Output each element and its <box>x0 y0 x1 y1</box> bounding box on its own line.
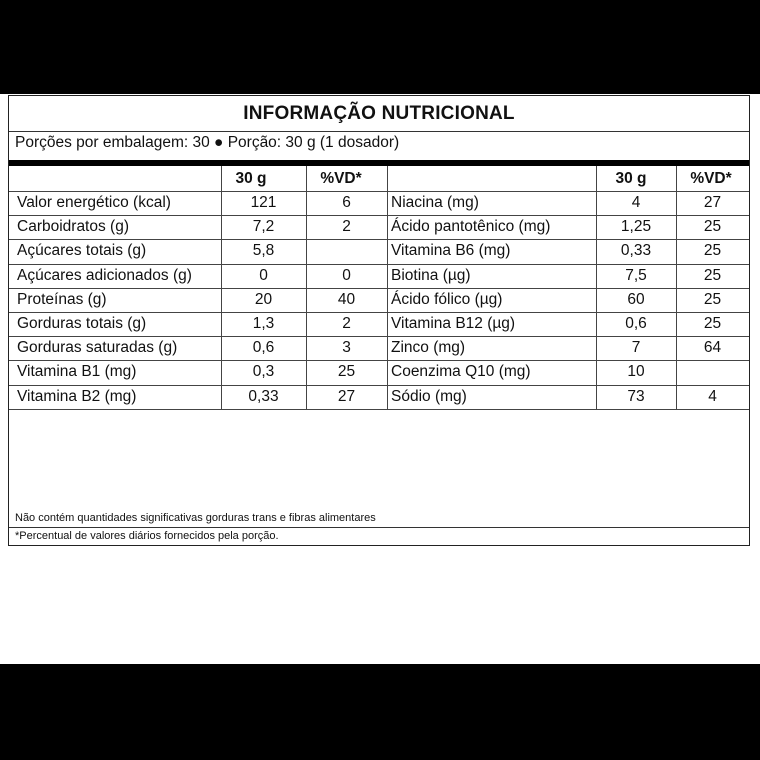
nutrient-amount: 60 <box>627 291 645 308</box>
right-vd-header: %VD* <box>690 170 732 187</box>
nutrient-daily-value: 25 <box>703 315 722 332</box>
footnote-divider <box>9 527 749 528</box>
nutrient-amount: 10 <box>627 363 645 380</box>
nutrient-amount: 73 <box>627 388 645 405</box>
nutrient-name: Açúcares totais (g) <box>17 242 147 259</box>
nutrition-facts-panel <box>8 95 750 546</box>
nutrient-amount: 1,25 <box>620 218 652 235</box>
nutrient-name: Ácido fólico (µg) <box>391 291 503 308</box>
nutrient-name: Ácido pantotênico (mg) <box>391 218 551 235</box>
nutrient-daily-value: 25 <box>703 242 722 259</box>
panel-title: INFORMAÇÃO NUTRICIONAL <box>243 103 515 124</box>
nutrient-daily-value: 25 <box>703 218 722 235</box>
nutrient-daily-value: 25 <box>703 267 722 284</box>
nutrient-daily-value: 3 <box>342 339 351 356</box>
nutrient-amount: 7 <box>631 339 641 356</box>
nutrient-amount: 0 <box>259 267 268 284</box>
right-amount-header: 30 g <box>615 170 647 187</box>
nutrient-amount: 1,3 <box>252 315 275 332</box>
nutrient-amount: 0,6 <box>252 339 275 356</box>
nutrient-name: Vitamina B2 (mg) <box>17 388 137 405</box>
nutrient-name: Coenzima Q10 (mg) <box>391 363 531 380</box>
footnote-trans-fibers: Não contém quantidades significativas gorduras trans e fibras alimentares <box>15 512 376 524</box>
nutrient-name: Niacina (mg) <box>391 194 479 211</box>
nutrient-name: Vitamina B12 (µg) <box>391 315 516 332</box>
nutrient-daily-value: 27 <box>337 388 356 405</box>
nutrient-daily-value: 6 <box>342 194 351 211</box>
left-amount-header: 30 g <box>235 170 267 187</box>
nutrient-amount: 4 <box>631 194 641 211</box>
nutrient-daily-value: 40 <box>337 291 356 308</box>
row-divider <box>9 409 749 410</box>
nutrient-name: Biotina (µg) <box>391 267 471 284</box>
nutrient-name: Vitamina B1 (mg) <box>17 363 137 380</box>
nutrient-amount: 0,6 <box>625 315 647 332</box>
nutrient-name: Açúcares adicionados (g) <box>17 267 192 284</box>
nutrient-amount: 20 <box>254 291 273 308</box>
nutrient-amount: 0,33 <box>620 242 652 259</box>
nutrient-name: Zinco (mg) <box>391 339 466 356</box>
nutrient-daily-value: 25 <box>703 291 722 308</box>
nutrient-name: Valor energético (kcal) <box>17 194 171 211</box>
nutrient-amount: 0,3 <box>252 363 275 380</box>
nutrient-amount: 0,33 <box>248 388 279 405</box>
nutrient-amount: 7,5 <box>625 267 647 284</box>
nutrient-name: Vitamina B6 (mg) <box>391 242 511 259</box>
nutrient-daily-value: 2 <box>342 315 351 332</box>
left-vd-header: %VD* <box>320 170 362 187</box>
nutrient-daily-value: 27 <box>703 194 722 211</box>
nutrient-daily-value: 4 <box>708 388 717 405</box>
column-divider <box>387 166 388 409</box>
nutrient-daily-value: 2 <box>342 218 351 235</box>
nutrient-daily-value: 0 <box>342 267 351 284</box>
nutrient-name: Sódio (mg) <box>391 388 467 405</box>
portion-line: Porções por embalagem: 30 ● Porção: 30 g (1 dosador) <box>15 134 400 151</box>
title-divider <box>9 131 749 132</box>
nutrient-amount: 7,2 <box>252 218 275 235</box>
nutrient-name: Carboidratos (g) <box>17 218 129 235</box>
nutrient-amount: 5,8 <box>252 242 275 259</box>
nutrient-daily-value: 25 <box>337 363 356 380</box>
footnote-daily-value: *Percentual de valores diários fornecidos pela porção. <box>15 530 279 542</box>
nutrient-daily-value: 64 <box>703 339 722 356</box>
nutrient-name: Gorduras saturadas (g) <box>17 339 178 356</box>
nutrient-name: Proteínas (g) <box>17 291 107 308</box>
nutrient-amount: 121 <box>250 194 277 211</box>
thick-divider <box>9 160 749 166</box>
nutrient-name: Gorduras totais (g) <box>17 315 147 332</box>
